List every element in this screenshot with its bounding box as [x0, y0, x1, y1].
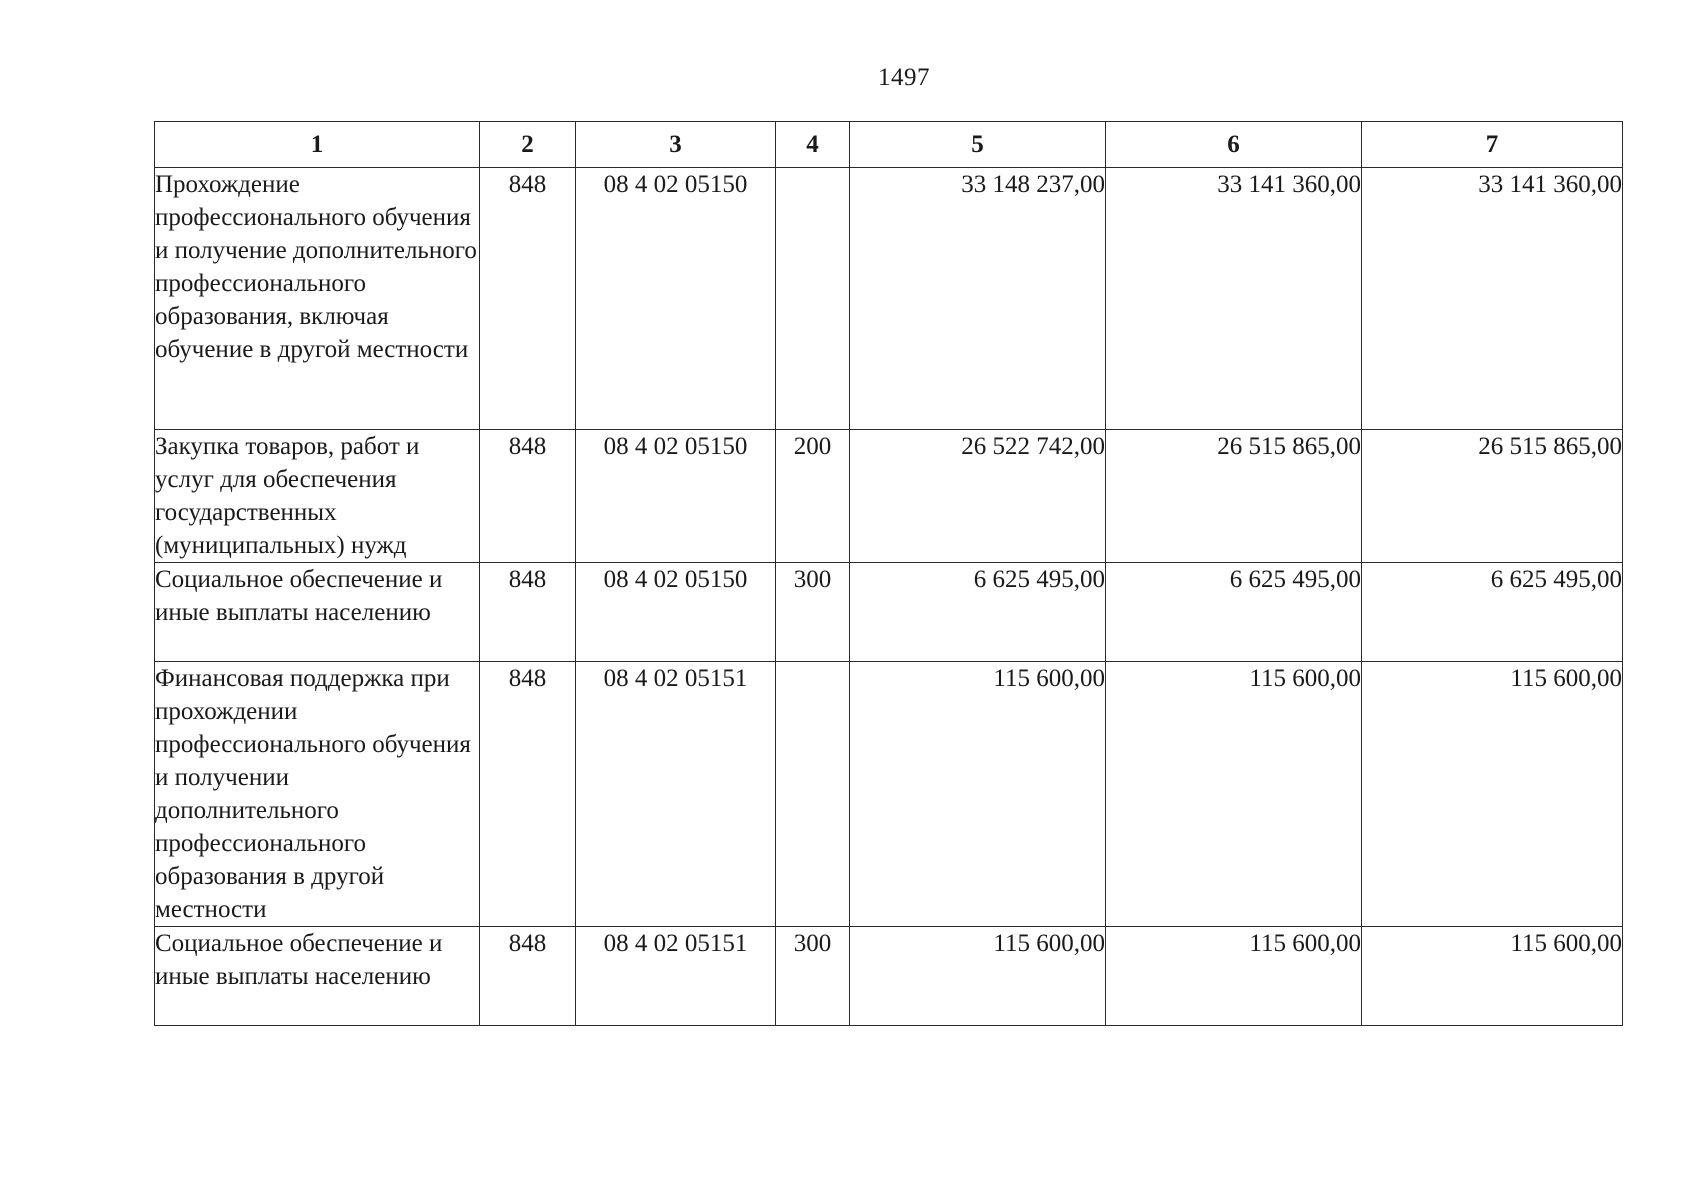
row-vr-cell: 200: [776, 430, 850, 563]
budget-table: [154, 121, 1623, 1026]
row-kcsr-cell: 08 4 02 05150: [576, 430, 776, 563]
row-sum-6-cell: 115 600,00: [1106, 662, 1362, 927]
row-kcsr-cell: 08 4 02 05151: [576, 927, 776, 1026]
row-vr-cell: 300: [776, 563, 850, 662]
row-sum-7-cell: 115 600,00: [1362, 662, 1623, 927]
row-sum-5-cell: 6 625 495,00: [850, 563, 1106, 662]
row-name-cell: Финансовая поддержка при прохождении профессионального обучения и получении дополнительного профессионального образования в другой местности: [155, 662, 480, 927]
row-sum-5-cell: 33 148 237,00: [850, 168, 1106, 430]
column-header-4: 4: [776, 122, 850, 168]
row-code-cell: 848: [480, 662, 576, 927]
column-header-5: 5: [850, 122, 1106, 168]
row-vr-cell: [776, 168, 850, 430]
table-row: [155, 168, 1623, 430]
row-sum-7-cell: 6 625 495,00: [1362, 563, 1623, 662]
row-code-cell: 848: [480, 168, 576, 430]
row-vr-cell: [776, 662, 850, 927]
table-row: [155, 662, 1623, 927]
row-kcsr-cell: 08 4 02 05150: [576, 563, 776, 662]
row-vr-cell: 300: [776, 927, 850, 1026]
row-kcsr-cell: 08 4 02 05150: [576, 168, 776, 430]
row-sum-6-cell: 115 600,00: [1106, 927, 1362, 1026]
row-code-cell: 848: [480, 430, 576, 563]
row-sum-7-cell: 26 515 865,00: [1362, 430, 1623, 563]
row-sum-7-cell: 115 600,00: [1362, 927, 1623, 1026]
table-row: [155, 927, 1623, 1026]
page-number: 1497: [878, 64, 930, 91]
row-code-cell: 848: [480, 563, 576, 662]
row-name-cell: Социальное обеспечение и иные выплаты населению: [155, 927, 480, 1026]
row-sum-5-cell: 26 522 742,00: [850, 430, 1106, 563]
column-header-3: 3: [576, 122, 776, 168]
table-row: [155, 430, 1623, 563]
row-sum-6-cell: 26 515 865,00: [1106, 430, 1362, 563]
table-header-row: [155, 122, 1623, 168]
row-sum-6-cell: 33 141 360,00: [1106, 168, 1362, 430]
row-name-cell: Социальное обеспечение и иные выплаты населению: [155, 563, 480, 662]
row-name-cell: Прохождение профессионального обучения и получение дополнительного профессионального образования, включая обучение в другой местности: [155, 168, 480, 430]
row-sum-6-cell: 6 625 495,00: [1106, 563, 1362, 662]
row-sum-7-cell: 33 141 360,00: [1362, 168, 1623, 430]
row-sum-5-cell: 115 600,00: [850, 662, 1106, 927]
column-header-7: 7: [1362, 122, 1623, 168]
table-row: [155, 563, 1623, 662]
column-header-1: 1: [155, 122, 480, 168]
row-code-cell: 848: [480, 927, 576, 1026]
row-kcsr-cell: 08 4 02 05151: [576, 662, 776, 927]
column-header-6: 6: [1106, 122, 1362, 168]
row-sum-5-cell: 115 600,00: [850, 927, 1106, 1026]
row-name-cell: Закупка товаров, работ и услуг для обеспечения государственных (муниципальных) нужд: [155, 430, 480, 563]
column-header-2: 2: [480, 122, 576, 168]
